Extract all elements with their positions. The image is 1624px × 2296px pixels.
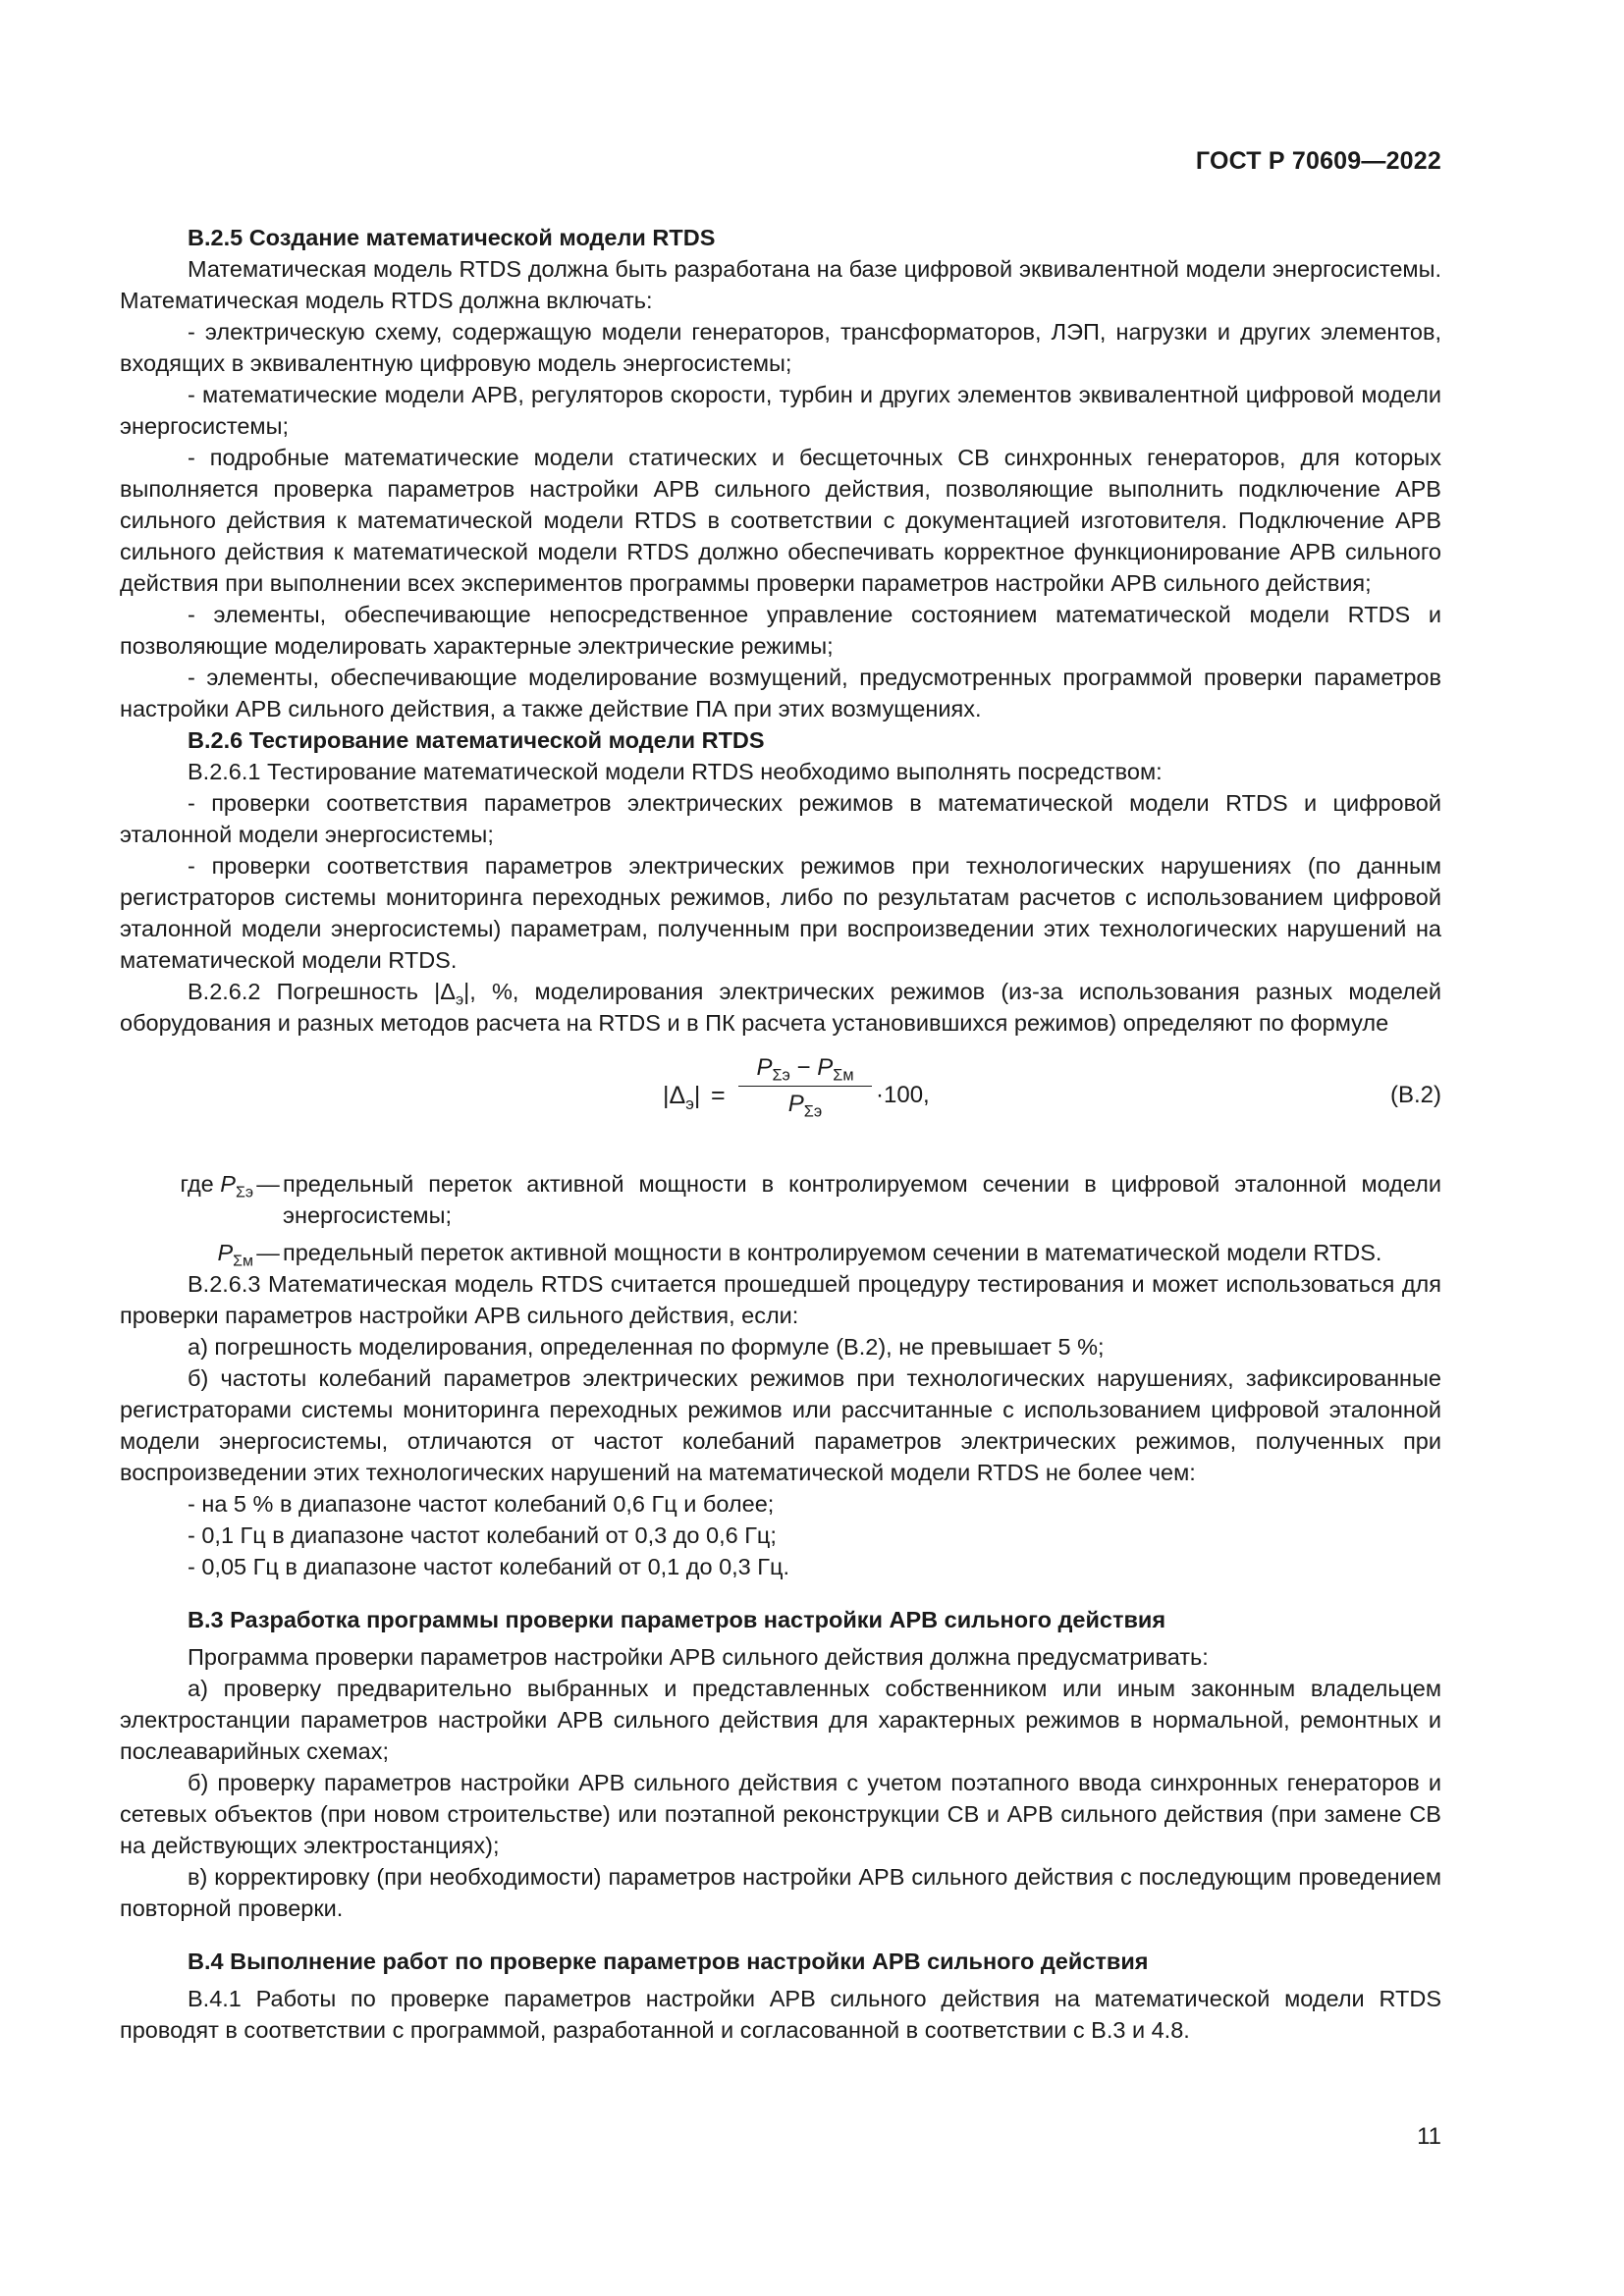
formula-p2: P: [817, 1054, 834, 1081]
formula-lhs: $|\Delta_э|$: [663, 1082, 701, 1113]
paragraph: Программа проверки параметров настройки АРВ сильного действия должна предусматривать:: [188, 1644, 1209, 1670]
where-row-2: [120, 1237, 1441, 1268]
list-item: - на 5 % в диапазоне частот колебаний 0,6 Гц и более;: [188, 1491, 775, 1517]
where-definition-2: предельный переток активной мощности в контролируемом сечении в математической модели RTDS.: [283, 1240, 1382, 1265]
list-item: б) проверку параметров настройки АРВ сильного действия с учетом поэтапного ввода синхронных генераторов и сетевых объектов (при новом строительстве) или поэтапной реконструкции СВ и АРВ сильного действия (при замене СВ на действующих электростанциях);: [120, 1770, 1441, 1858]
where-dash-2: —: [256, 1240, 280, 1265]
where-p1-sub: Σэ: [235, 1184, 253, 1201]
where-p2-sub: Σм: [233, 1253, 253, 1270]
where-block: [120, 1168, 1441, 1268]
formula-p2-sub: Σм: [833, 1066, 854, 1085]
where-p2: P: [217, 1240, 234, 1265]
where-word: где: [180, 1171, 221, 1197]
formula-p1-sub: Σэ: [772, 1066, 790, 1085]
fraction-bar: [738, 1086, 872, 1087]
where-p1: P: [220, 1171, 236, 1197]
paragraph: В.2.6.1 Тестирование математической модели RTDS необходимо выполнять посредством:: [188, 759, 1163, 784]
list-item: - проверки соответствия параметров электрических режимов в математической модели RTDS и цифровой эталонной модели энергосистемы;: [120, 790, 1441, 847]
formula-equals: =: [711, 1082, 726, 1109]
list-item: а) погрешность моделирования, определенная по формуле (В.2), не превышает 5 %;: [188, 1334, 1105, 1360]
formula-p3: P: [787, 1091, 804, 1117]
where-dash-1: —: [256, 1171, 280, 1197]
formula-p1: P: [756, 1054, 773, 1081]
formula-numerator: [738, 1052, 872, 1084]
where-row-1: [120, 1168, 1441, 1231]
section-heading-b25: В.2.5 Создание математической модели RTDS: [188, 225, 716, 250]
where-term-1: [120, 1168, 253, 1200]
where-definition-1: предельный переток активной мощности в контролируемом сечении в цифровой эталонной модели энергосистемы;: [283, 1171, 1441, 1228]
formula-b2: [120, 1042, 1441, 1158]
list-item: - проверки соответствия параметров электрических режимов при технологических нарушениях (по данным регистраторов системы мониторинга переходных режимов, либо по результатам расчетов с использованием цифровой эталонной модели энергосистемы) параметрам, полученным при воспроизведении этих технологических нарушений на математической модели RTDS.: [120, 853, 1441, 973]
formula-denominator: [738, 1089, 872, 1120]
paragraph-b262: [120, 976, 1441, 1039]
document-id: ГОСТ Р 70609—2022: [1195, 147, 1441, 175]
list-item: - электрическую схему, содержащую модели генераторов, трансформаторов, ЛЭП, нагрузки и других элементов, входящих в эквивалентную цифровую модель энергосистемы;: [120, 319, 1441, 376]
list-item: а) проверку предварительно выбранных и представленных собственником или иным законным владельцем электростанции параметров настройки АРВ сильного действия для характерных режимов в нормальной, ремонтных и послеаварийных схемах;: [120, 1676, 1441, 1764]
formula-minus: −: [789, 1054, 818, 1081]
list-item: - элементы, обеспечивающие непосредственное управление состоянием математической модели RTDS и позволяющие моделировать характерные электрические режимы;: [120, 602, 1441, 659]
list-item: - математические модели АРВ, регуляторов скорости, турбин и других элементов эквивалентной цифровой модели энергосистемы;: [120, 382, 1441, 439]
formula-number: (В.2): [1389, 1082, 1441, 1108]
formula-delta: Δ: [669, 1082, 686, 1109]
b262-sub: э: [455, 991, 464, 1009]
formula-delta-sub: э: [685, 1094, 694, 1113]
b262-text-b: |, %, моделирования электрических режимов (из-за использования разных моделей оборудования и разных методов расчета на RTDS и в ПК расчета установившихся режимов) определяют по формуле: [120, 979, 1441, 1036]
list-item: - 0,05 Гц в диапазоне частот колебаний от 0,1 до 0,3 Гц.: [188, 1554, 789, 1579]
list-item: в) корректировку (при необходимости) параметров настройки АРВ сильного действия с последующим проведением повторной проверки.: [120, 1864, 1441, 1921]
section-heading-b4: В.4 Выполнение работ по проверке параметров настройки АРВ сильного действия: [188, 1949, 1149, 1974]
list-item: б) частоты колебаний параметров электрических режимов при технологических нарушениях, зафиксированные регистраторами системы мониторинга переходных режимов или рассчитанные с использованием цифровой эталонной модели энергосистемы, отличаются от частот колебаний параметров электрических режимов, полученных при воспроизведении этих технологических нарушений на математической модели RTDS не более чем:: [120, 1365, 1441, 1485]
list-item: - подробные математические модели статических и бесщеточных СВ синхронных генераторов, для которых выполняется проверка параметров настройки АРВ сильного действия, позволяющие выполнить подключение АРВ сильного действия к математической модели RTDS в соответствии с документацией изготовителя. Подключение АРВ сильного действия к математической модели RTDS должно обеспечивать корректное функционирование АРВ сильного действия при выполнении всех экспериментов программы проверки параметров настройки АРВ сильного действия;: [120, 445, 1441, 596]
document-body: [120, 222, 1441, 2046]
list-item: - элементы, обеспечивающие моделирование возмущений, предусмотренных программой проверки параметров настройки АРВ сильного действия, а также действие ПА при этих возмущениях.: [120, 665, 1441, 721]
page-number: 11: [1417, 2123, 1441, 2150]
paragraph-b263: В.2.6.3 Математическая модель RTDS считается прошедшей процедуру тестирования и может использоваться для проверки параметров настройки АРВ сильного действия, если:: [120, 1271, 1441, 1328]
where-term-2: [120, 1237, 253, 1268]
formula-p3-sub: Σэ: [803, 1102, 823, 1121]
paragraph: Математическая модель RTDS должна быть разработана на базе цифровой эквивалентной модели энергосистемы. Математическая модель RTDS должна включать:: [120, 256, 1441, 313]
section-heading-b26: В.2.6 Тестирование математической модели RTDS: [188, 727, 765, 753]
b262-text-a: В.2.6.2 Погрешность |Δ: [188, 979, 456, 1004]
formula-fraction: [738, 1052, 872, 1120]
paragraph-b41: В.4.1 Работы по проверке параметров настройки АРВ сильного действия на математической модели RTDS проводят в соответствии с программой, разработанной и согласованной в соответствии с В.3 и 4.8.: [120, 1986, 1441, 2043]
section-heading-b3: В.3 Разработка программы проверки параметров настройки АРВ сильного действия: [188, 1607, 1166, 1632]
list-item: - 0,1 Гц в диапазоне частот колебаний от 0,3 до 0,6 Гц;: [188, 1522, 777, 1548]
formula-multiplier: ·100,: [876, 1082, 930, 1108]
